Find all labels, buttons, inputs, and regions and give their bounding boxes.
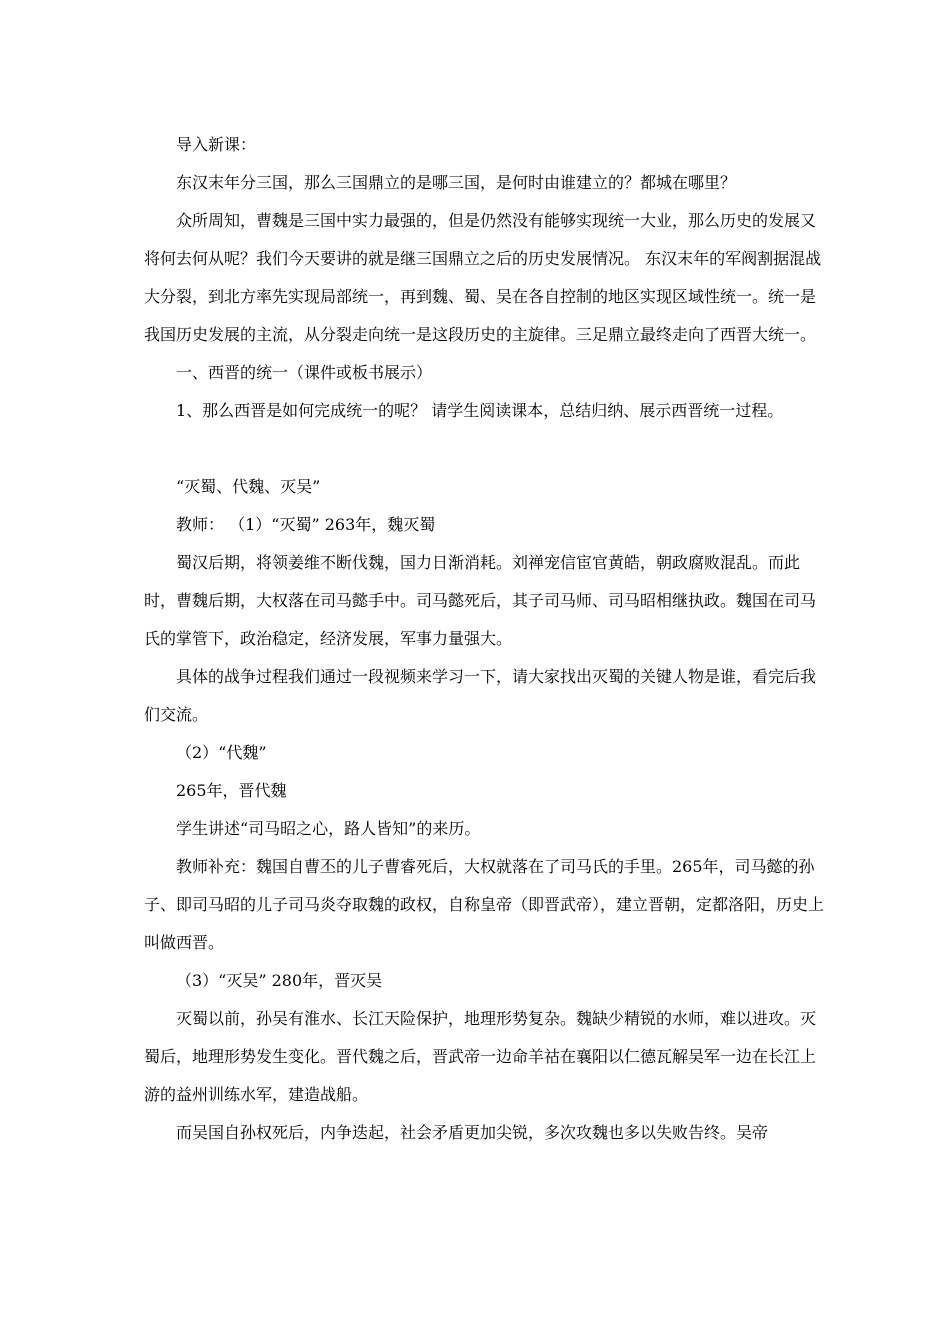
paragraph-video-task: 具体的战争过程我们通过一段视频来学习一下，请大家找出灭蜀的关键人物是谁，看完后我们交流。	[144, 667, 817, 724]
paragraph-question: 东汉末年分三国，那么三国鼎立的是哪三国，是何时由谁建立的？都城在哪里？	[176, 173, 737, 192]
paragraph-shu-background: 蜀汉后期，将领姜维不断伐魏，国力日渐消耗。刘禅宠信宦官黄皓，朝政腐败混乱。而此时，曹魏后期，大权落在司马懿手中。司马懿死后，其子司马师、司马昭相继执政。魏国在司马氏的掌管下，政治稳定，经济发展，军事力量强大。	[144, 553, 817, 648]
step-1-heading: 教师： （1）“灭蜀” 263年，魏灭蜀	[176, 515, 436, 534]
paragraph-overview: 众所周知，曹魏是三国中实力最强的，但是仍然没有能够实现统一大业，那么历史的发展又将何去何从呢？我们今天要讲的就是继三国鼎立之后的历史发展情况。 东汉末年的军阀割据混战大分裂，到北方率先实现局部统一，再到魏、蜀、吴在各自控制的地区实现区域性统一。统一是我国历史发展的主流，从分裂走向统一是这段历史的主旋律。三足鼎立最终走向了西晋大统一。	[144, 211, 822, 344]
paragraph-task: 1、那么西晋是如何完成统一的呢？ 请学生阅读课本，总结归纳、展示西晋统一过程。	[176, 401, 784, 420]
spacer	[144, 430, 824, 468]
step-2-date: 265年，晋代魏	[176, 781, 287, 800]
paragraph-student-story: 学生讲述“司马昭之心，路人皆知”的来历。	[176, 819, 481, 838]
section-heading-unification: 一、西晋的统一（课件或板书展示）	[176, 363, 433, 382]
heading-intro: 导入新课：	[176, 135, 257, 154]
subtitle-steps: “灭蜀、代魏、灭吴”	[176, 477, 321, 496]
step-3-heading: （3）“灭吴” 280年，晋灭吴	[176, 971, 383, 990]
paragraph-teacher-supplement: 教师补充：魏国自曹丕的儿子曹睿死后，大权就落在了司马氏的手里。265年，司马懿的孙子、即司马昭的儿子司马炎夺取魏的政权，自称皇帝（即晋武帝），建立晋朝，定都洛阳，历史上叫做西晋。	[144, 857, 825, 952]
document-body	[144, 126, 824, 1152]
paragraph-wu-geography: 灭蜀以前，孙吴有淮水、长江天险保护，地理形势复杂。魏缺少精锐的水师，难以进攻。灭蜀后，地理形势发生变化。晋代魏之后，晋武帝一边命羊祜在襄阳以仁德瓦解吴军一边在长江上游的益州训练水军，建造战船。	[144, 1009, 817, 1104]
paragraph-wu-decline: 而吴国自孙权死后，内争迭起，社会矛盾更加尖锐，多次攻魏也多以失败告终。吴帝	[176, 1123, 769, 1142]
step-2-heading: （2）“代魏”	[176, 743, 267, 762]
